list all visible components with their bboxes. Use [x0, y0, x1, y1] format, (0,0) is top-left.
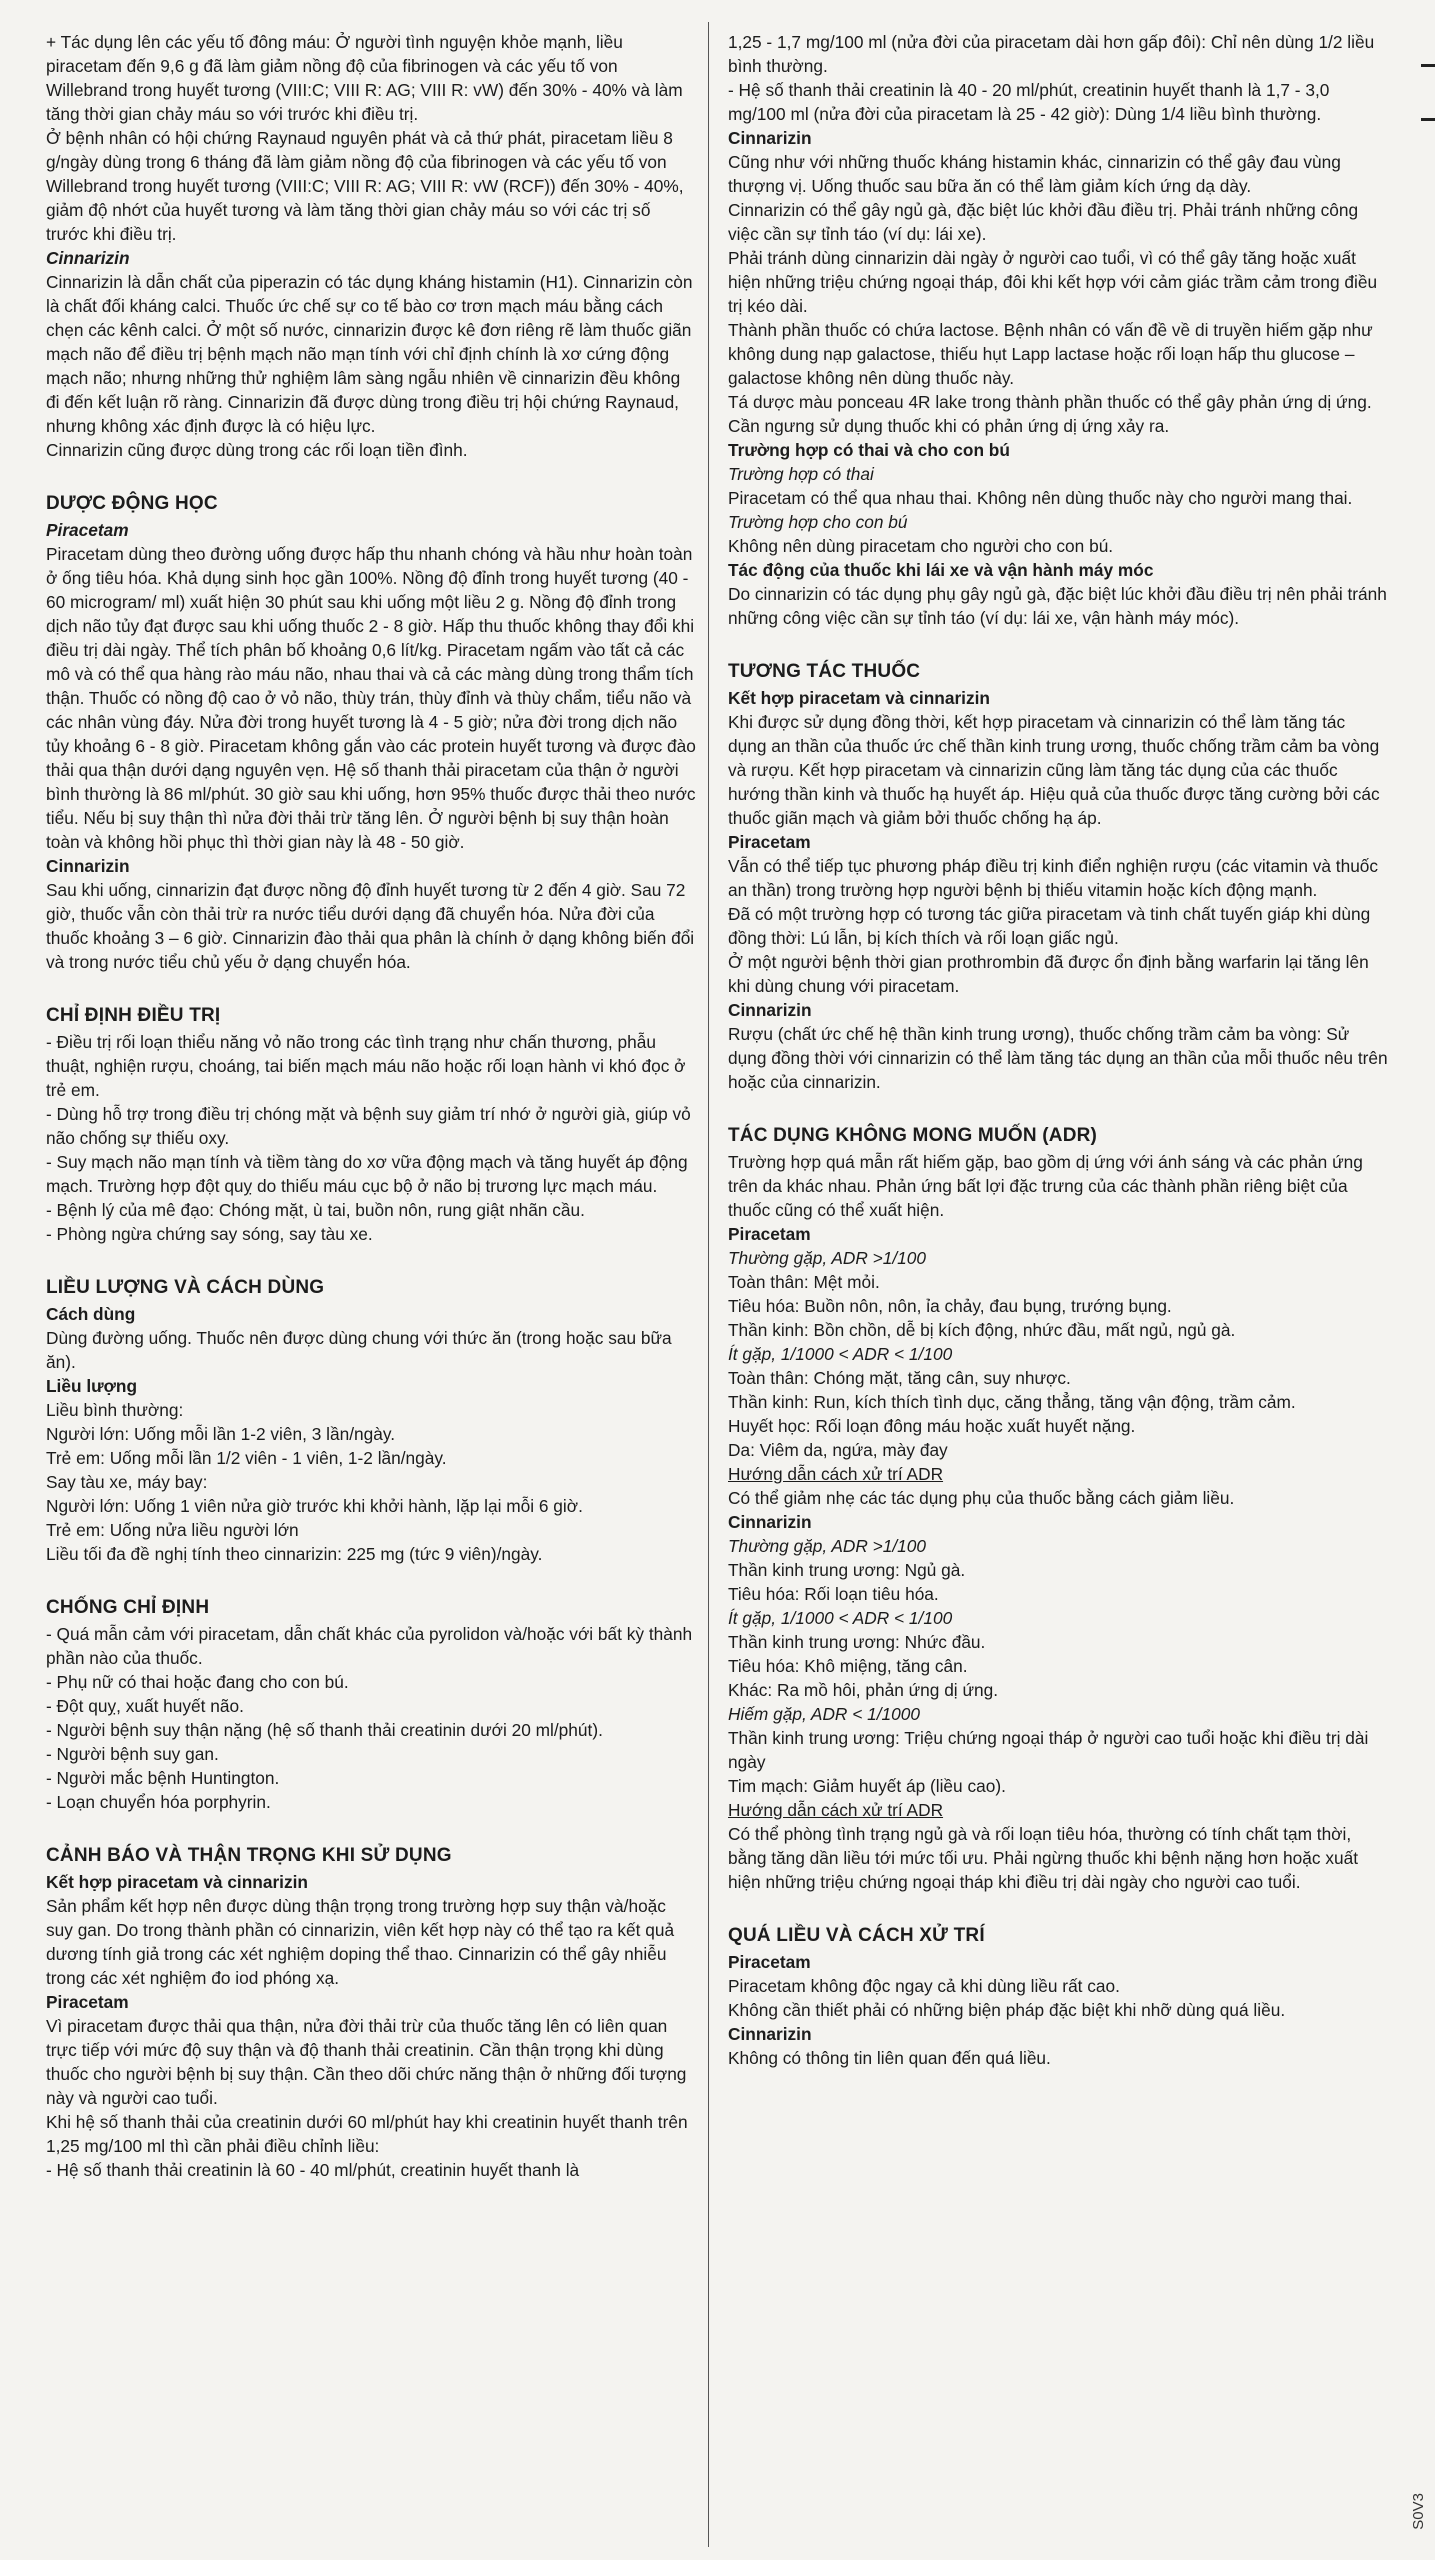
subheading: Piracetam: [728, 832, 811, 852]
paragraph: Say tàu xe, máy bay:: [46, 1472, 208, 1492]
paragraph: Đã có một trường hợp có tương tác giữa piracetam và tinh chất tuyến giáp khi dùng đồng thời: Lú lẫn, bị kích thích và rối loạn giấc ngủ.: [728, 904, 1371, 948]
underlined-label: Hướng dẫn cách xử trí ADR: [728, 1800, 944, 1820]
paragraph: Tiêu hóa: Khô miệng, tăng cân.: [728, 1656, 968, 1676]
paragraph: Thần kinh trung ương: Nhức đầu.: [728, 1632, 986, 1652]
italic-label: Thường gặp, ADR >1/100: [728, 1248, 927, 1268]
paragraph: Người lớn: Uống 1 viên nửa giờ trước khi khởi hành, lặp lại mỗi 6 giờ.: [46, 1496, 583, 1516]
subheading: Cinnarizin: [728, 128, 812, 148]
paragraph: Thần kinh trung ương: Triệu chứng ngoại tháp ở người cao tuổi hoặc khi điều trị dài ngày: [728, 1728, 1369, 1772]
paragraph: Tim mạch: Giảm huyết áp (liều cao).: [728, 1776, 1006, 1796]
paragraph: Cũng như với những thuốc kháng histamin khác, cinnarizin có thể gây đau vùng thượng vị. Uống thuốc sau bữa ăn có thể làm giảm kích ứng dạ dày.: [728, 152, 1341, 196]
paragraph: Trẻ em: Uống mỗi lần 1/2 viên - 1 viên, 1-2 lần/ngày.: [46, 1448, 447, 1468]
subheading: Piracetam: [728, 1224, 811, 1244]
section-heading: QUÁ LIỀU VÀ CÁCH XỬ TRÍ: [728, 1925, 985, 1946]
subheading: Cinnarizin: [728, 1000, 812, 1020]
section-heading: CHỈ ĐỊNH ĐIỀU TRỊ: [46, 1005, 221, 1026]
paragraph: - Người bệnh suy gan.: [46, 1744, 219, 1764]
paragraph: Thần kinh: Run, kích thích tình dục, căng thẳng, tăng vận động, trầm cảm.: [728, 1392, 1296, 1412]
paragraph: Khi hệ số thanh thải của creatinin dưới 60 ml/phút hay khi creatinin huyết thanh trên 1,25 mg/100 ml thì cần phải điều chỉnh liều:: [46, 2112, 688, 2156]
paragraph: - Bệnh lý của mê đạo: Chóng mặt, ù tai, buồn nôn, rung giật nhãn cầu.: [46, 1200, 585, 1220]
paragraph: - Loạn chuyển hóa porphyrin.: [46, 1792, 271, 1812]
paragraph: Khác: Ra mồ hôi, phản ứng dị ứng.: [728, 1680, 999, 1700]
paragraph: Toàn thân: Chóng mặt, tăng cân, suy nhược.: [728, 1368, 1071, 1388]
paragraph: Tiêu hóa: Rối loạn tiêu hóa.: [728, 1584, 939, 1604]
paragraph: Vẫn có thể tiếp tục phương pháp điều trị kinh điển nghiện rượu (các vitamin và thuốc an thần) trong trường hợp người bệnh bị thiếu vitamin hoặc kích động mạnh.: [728, 856, 1379, 900]
paragraph: Ở bệnh nhân có hội chứng Raynaud nguyên phát và cả thứ phát, piracetam liều 8 g/ngày dùng trong 6 tháng đã làm giảm nồng độ của fibrinogen và các yếu tố von Willebrand trong huyết tương (VIII:C; VIII R: AG; VIII R: vW (RCF)) đến 30% - 40%, giảm độ nhớt của huyết tương và làm tăng thời gian chảy máu so với các trị số trước khi điều trị.: [46, 128, 684, 244]
italic-label: Trường hợp cho con bú: [728, 512, 908, 532]
edge-mark: [1421, 118, 1435, 121]
subheading: Cách dùng: [46, 1304, 136, 1324]
paragraph: Rượu (chất ức chế hệ thần kinh trung ương), thuốc chống trầm cảm ba vòng: Sử dụng đồng thời với cinnarizin có thể làm tăng tác dụng an thần của mỗi thuốc nêu trên hoặc của cinnarizin.: [728, 1024, 1388, 1092]
paragraph: Trẻ em: Uống nửa liều người lớn: [46, 1520, 299, 1540]
section-heading: DƯỢC ĐỘNG HỌC: [46, 493, 218, 514]
paragraph: Có thể giảm nhẹ các tác dụng phụ của thuốc bằng cách giảm liều.: [728, 1488, 1235, 1508]
column-divider: [708, 22, 709, 2547]
italic-label: Hiếm gặp, ADR < 1/1000: [728, 1704, 920, 1724]
paragraph: Khi được sử dụng đồng thời, kết hợp piracetam và cinnarizin có thể làm tăng tác dụng an thần của thuốc ức chế thần kinh trung ương, thuốc chống trầm cảm ba vòng và rượu. Kết hợp piracetam và cinnarizin cũng làm tăng tác dụng của các thuốc hướng thần kinh và thuốc hạ huyết áp. Hiệu quả của thuốc được tăng cường bởi các thuốc giãn mạch và giảm bởi thuốc chống hạ áp.: [728, 712, 1380, 828]
paragraph: Cinnarizin cũng được dùng trong các rối loạn tiền đình.: [46, 440, 468, 460]
subheading: Piracetam: [46, 1992, 129, 2012]
paragraph: Liều tối đa đề nghị tính theo cinnarizin: 225 mg (tức 9 viên)/ngày.: [46, 1544, 543, 1564]
subheading: Cinnarizin: [728, 2024, 812, 2044]
drug-subheading: Piracetam: [46, 520, 129, 540]
paragraph: - Dùng hỗ trợ trong điều trị chóng mặt và bệnh suy giảm trí nhớ ở người già, giúp vỏ não chống sự thiếu oxy.: [46, 1104, 691, 1148]
paragraph: Toàn thân: Mệt mỏi.: [728, 1272, 880, 1292]
section-heading: CẢNH BÁO VÀ THẬN TRỌNG KHI SỬ DỤNG: [46, 1845, 452, 1866]
paragraph: Piracetam không độc ngay cả khi dùng liều rất cao.: [728, 1976, 1120, 1996]
paragraph: Piracetam dùng theo đường uống được hấp thu nhanh chóng và hầu như hoàn toàn ở ống tiêu hóa. Khả dụng sinh học gần 100%. Nồng độ đỉnh trong huyết tương (40 - 60 microgram/ ml) xuất hiện 30 phút sau khi uống một liều 2 g. Nồng độ đỉnh trong dịch não tủy đạt được sau khi uống thuốc 2 - 8 giờ. Hấp thu thuốc không thay đổi khi điều trị dài ngày. Thể tích phân bố khoảng 0,6 lít/kg. Piracetam ngấm vào tất cả các mô và có thể qua hàng rào máu não, nhau thai và cả các màng dùng trong thẩm tích thận. Thuốc có nồng độ cao ở vỏ não, thùy trán, thùy đỉnh và thùy chẩm, tiểu não và các nhân vùng đáy. Nửa đời trong huyết tương là 4 - 5 giờ; nửa đời trong dịch não tủy khoảng 6 - 8 giờ. Piracetam không gắn vào các protein huyết tương và được đào thải qua thận dưới dạng nguyên vẹn. Hệ số thanh thải piracetam của thận ở người bình thường là 86 ml/phút. 30 giờ sau khi uống, hơn 95% thuốc được thải theo nước tiểu. Nếu bị suy thận thì nửa đời thải trừ tăng lên. Ở người bệnh bị suy thận hoàn toàn và không hồi phục thì thời gian này là 48 - 50 giờ.: [46, 544, 696, 852]
paragraph: - Hệ số thanh thải creatinin là 40 - 20 ml/phút, creatinin huyết thanh là 1,7 - 3,0 mg/100 ml (nửa đời của piracetam là 25 - 42 giờ): Dùng 1/4 liều bình thường.: [728, 80, 1330, 124]
section-heading: CHỐNG CHỈ ĐỊNH: [46, 1597, 210, 1618]
paragraph: - Suy mạch não mạn tính và tiềm tàng do xơ vữa động mạch và tăng huyết áp động mạch. Trường hợp đột quỵ do thiếu máu cục bộ ở não bị trương lực mạch máu.: [46, 1152, 688, 1196]
edge-mark: [1421, 64, 1435, 67]
paragraph: Người lớn: Uống mỗi lần 1-2 viên, 3 lần/ngày.: [46, 1424, 395, 1444]
paragraph: - Người bệnh suy thận nặng (hệ số thanh thải creatinin dưới 20 ml/phút).: [46, 1720, 603, 1740]
section-heading: LIỀU LƯỢNG VÀ CÁCH DÙNG: [46, 1277, 325, 1298]
section-heading: TÁC DỤNG KHÔNG MONG MUỐN (ADR): [728, 1125, 1098, 1146]
paragraph: Do cinnarizin có tác dụng phụ gây ngủ gà, đặc biệt lúc khởi đầu điều trị nên phải tránh những công việc cần sự tỉnh táo (ví dụ: lái xe, vận hành máy móc).: [728, 584, 1387, 628]
paragraph: Ở một người bệnh thời gian prothrombin đã được ổn định bằng warfarin lại tăng lên khi dùng chung với piracetam.: [728, 952, 1369, 996]
paragraph: 1,25 - 1,7 mg/100 ml (nửa đời của piracetam dài hơn gấp đôi): Chỉ nên dùng 1/2 liều bình thường.: [728, 32, 1375, 76]
paragraph: Thần kinh trung ương: Ngủ gà.: [728, 1560, 966, 1580]
italic-label: Trường hợp có thai: [728, 464, 874, 484]
italic-label: Thường gặp, ADR >1/100: [728, 1536, 927, 1556]
paragraph: Thành phần thuốc có chứa lactose. Bệnh nhân có vấn đề về di truyền hiếm gặp như không dung nạp galactose, thiếu hụt Lapp lactase hoặc rối loạn hấp thu glucose – galactose không nên dùng thuốc này.: [728, 320, 1373, 388]
paragraph: Không nên dùng piracetam cho người cho con bú.: [728, 536, 1114, 556]
paragraph: Phải tránh dùng cinnarizin dài ngày ở người cao tuổi, vì có thể gây tăng hoặc xuất hiện những triệu chứng ngoại tháp, đôi khi kết hợp với cảm giác trầm cảm trong điều trị kéo dài.: [728, 248, 1378, 316]
paragraph: Trường hợp quá mẫn rất hiếm gặp, bao gồm dị ứng với ánh sáng và các phản ứng trên da khác nhau. Phản ứng bất lợi đặc trưng của các thành phần riêng biệt của thuốc cũng có thể xuất hiện.: [728, 1152, 1363, 1220]
paragraph: - Phụ nữ có thai hoặc đang cho con bú.: [46, 1672, 349, 1692]
paragraph: Sản phẩm kết hợp nên được dùng thận trọng trong trường hợp suy thận và/hoặc suy gan. Do trong thành phần có cinnarizin, viên kết hợp này có thể tạo ra kết quả dương tính giả trong các xét nghiệm doping thể thao. Cinnarizin có thể gây nhiễu trong các xét nghiệm đo iod phóng xạ.: [46, 1896, 675, 1988]
subheading: Trường hợp có thai và cho con bú: [728, 440, 1010, 460]
paragraph: Cinnarizin là dẫn chất của piperazin có tác dụng kháng histamin (H1). Cinnarizin còn là chất đối kháng calci. Thuốc ức chế sự co tế bào cơ trơn mạch máu bằng cách chẹn các kênh calci. Ở một số nước, cinnarizin được kê đơn riêng rẽ làm thuốc giãn mạch não để điều trị bệnh mạch não mạn tính với chỉ định chính là xơ cứng động mạch não; nhưng những thử nghiệm lâm sàng ngẫu nhiên về cinnarizin đều không đi đến kết luận rõ ràng. Cinnarizin đã được dùng trong điều trị hội chứng Raynaud, nhưng không xác định được là có hiệu lực.: [46, 272, 693, 436]
subheading: Kết hợp piracetam và cinnarizin: [728, 688, 990, 708]
left-column: [46, 30, 696, 2182]
italic-label: Ít gặp, 1/1000 < ADR < 1/100: [728, 1344, 953, 1364]
paragraph: Thần kinh: Bồn chồn, dễ bị kích động, nhức đầu, mất ngủ, ngủ gà.: [728, 1320, 1236, 1340]
paragraph: - Người mắc bệnh Huntington.: [46, 1768, 280, 1788]
paragraph: Piracetam có thể qua nhau thai. Không nên dùng thuốc này cho người mang thai.: [728, 488, 1353, 508]
paragraph: Da: Viêm da, ngứa, mày đay: [728, 1440, 948, 1460]
paragraph: Không cần thiết phải có những biện pháp đặc biệt khi nhỡ dùng quá liều.: [728, 2000, 1286, 2020]
paragraph: - Quá mẫn cảm với piracetam, dẫn chất khác của pyrolidon và/hoặc với bất kỳ thành phần nào của thuốc.: [46, 1624, 693, 1668]
paragraph: - Hệ số thanh thải creatinin là 60 - 40 ml/phút, creatinin huyết thanh là: [46, 2160, 580, 2180]
right-column: [728, 30, 1388, 2070]
subheading: Liều lượng: [46, 1376, 138, 1396]
paragraph: Dùng đường uống. Thuốc nên được dùng chung với thức ăn (trong hoặc sau bữa ăn).: [46, 1328, 672, 1372]
subheading: Cinnarizin: [728, 1512, 812, 1532]
subheading: Tác động của thuốc khi lái xe và vận hành máy móc: [728, 560, 1154, 580]
side-code: S0V3: [1410, 2493, 1427, 2530]
paragraph: Liều bình thường:: [46, 1400, 184, 1420]
paragraph: Không có thông tin liên quan đến quá liều.: [728, 2048, 1051, 2068]
italic-label: Ít gặp, 1/1000 < ADR < 1/100: [728, 1608, 953, 1628]
subheading: Piracetam: [728, 1952, 811, 1972]
paragraph: Huyết học: Rối loạn đông máu hoặc xuất huyết nặng.: [728, 1416, 1136, 1436]
paragraph: Có thể phòng tình trạng ngủ gà và rối loạn tiêu hóa, thường có tính chất tạm thời, bằng tăng dần liều tới mức tối ưu. Phải ngừng thuốc khi bệnh nặng hơn hoặc xuất hiện những triệu chứng ngoại tháp khi điều trị dài ngày cho người cao tuổi.: [728, 1824, 1358, 1892]
paragraph: + Tác dụng lên các yếu tố đông máu: Ở người tình nguyện khỏe mạnh, liều piracetam đến 9,6 g đã làm giảm nồng độ của fibrinogen và các yếu tố von Willebrand trong huyết tương (VIII:C; VIII R: AG; VIII R: vW) đến 30% - 40% và làm tăng thời gian chảy máu so với trước khi điều trị.: [46, 32, 683, 124]
underlined-label: Hướng dẫn cách xử trí ADR: [728, 1464, 944, 1484]
subheading: Cinnarizin: [46, 856, 130, 876]
paragraph: - Phòng ngừa chứng say sóng, say tàu xe.: [46, 1224, 373, 1244]
paragraph: Sau khi uống, cinnarizin đạt được nồng độ đỉnh huyết tương từ 2 đến 4 giờ. Sau 72 giờ, thuốc vẫn còn thải trừ ra nước tiểu dưới dạng đã chuyển hóa. Nửa đời của thuốc khoảng 3 – 6 giờ. Cinnarizin đào thải qua phân là chính ở dạng không biến đổi và trong nước tiểu chủ yếu ở dạng chuyển hóa.: [46, 880, 695, 972]
paragraph: Vì piracetam được thải qua thận, nửa đời thải trừ của thuốc tăng lên có liên quan trực tiếp với mức độ suy thận và độ thanh thải creatinin. Cần thận trọng khi dùng thuốc cho người bệnh bị suy thận. Cần theo dõi chức năng thận ở những đối tượng này và người cao tuổi.: [46, 2016, 687, 2108]
section-heading: TƯƠNG TÁC THUỐC: [728, 661, 921, 682]
paragraph: - Đột quỵ, xuất huyết não.: [46, 1696, 244, 1716]
paragraph: Cinnarizin có thể gây ngủ gà, đặc biệt lúc khởi đầu điều trị. Phải tránh những công việc cần sự tỉnh táo (ví dụ: lái xe).: [728, 200, 1359, 244]
drug-subheading: Cinnarizin: [46, 248, 130, 268]
subheading: Kết hợp piracetam và cinnarizin: [46, 1872, 308, 1892]
paragraph: Tá dược màu ponceau 4R lake trong thành phần thuốc có thể gây phản ứng dị ứng. Cần ngưng sử dụng thuốc khi có phản ứng dị ứng xảy ra.: [728, 392, 1372, 436]
paragraph: - Điều trị rối loạn thiểu năng vỏ não trong các tình trạng như chấn thương, phẫu thuật, nghiện rượu, choáng, tai biến mạch máu não hoặc rối loạn hành vi khó đọc ở trẻ em.: [46, 1032, 686, 1100]
paragraph: Tiêu hóa: Buồn nôn, nôn, ỉa chảy, đau bụng, trướng bụng.: [728, 1296, 1172, 1316]
